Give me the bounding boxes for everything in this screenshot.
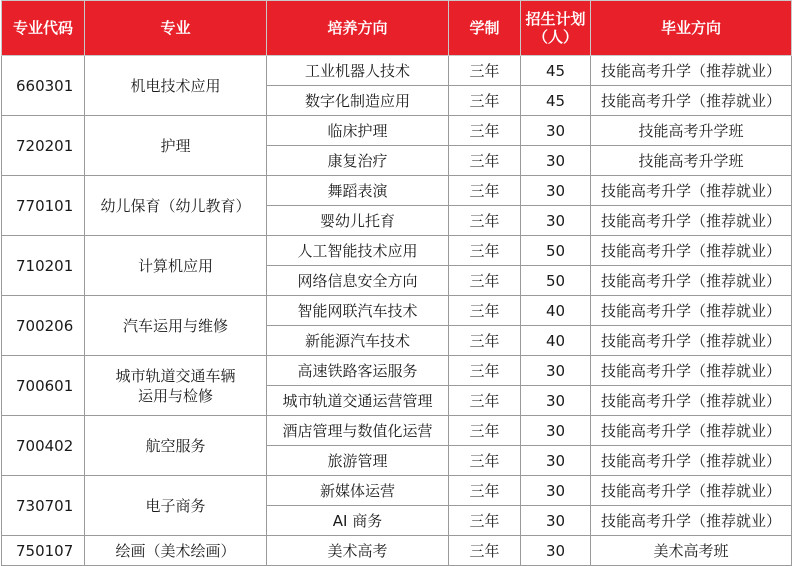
plan-cell: 30 — [521, 206, 591, 236]
direction-cell: 智能网联汽车技术 — [267, 296, 449, 326]
duration-cell: 三年 — [449, 476, 521, 506]
direction-cell: 康复治疗 — [267, 146, 449, 176]
major-name-cell — [85, 56, 267, 116]
major-code-cell: 750107 — [2, 536, 85, 566]
major-name-cell — [85, 116, 267, 176]
graduation-cell: 技能高考升学（推荐就业） — [591, 356, 792, 386]
table-row — [2, 536, 792, 566]
graduation-cell: 技能高考升学（推荐就业） — [591, 236, 792, 266]
plan-cell: 30 — [521, 356, 591, 386]
header-duration: 学制 — [449, 1, 521, 56]
major-code-cell: 700601 — [2, 356, 85, 416]
duration-cell: 三年 — [449, 176, 521, 206]
major-name-line: 护理 — [160, 136, 191, 155]
table-row — [2, 56, 792, 86]
major-name-line: 幼儿保育（幼儿教育） — [100, 196, 251, 215]
plan-cell: 30 — [521, 506, 591, 536]
plan-cell: 30 — [521, 146, 591, 176]
graduation-cell: 技能高考升学（推荐就业） — [591, 296, 792, 326]
direction-cell: 舞蹈表演 — [267, 176, 449, 206]
plan-cell: 45 — [521, 56, 591, 86]
graduation-cell: 技能高考升学（推荐就业） — [591, 446, 792, 476]
plan-cell: 45 — [521, 86, 591, 116]
graduation-cell: 技能高考升学（推荐就业） — [591, 206, 792, 236]
major-code-cell: 720201 — [2, 116, 85, 176]
plan-cell: 50 — [521, 236, 591, 266]
direction-cell: 新能源汽车技术 — [267, 326, 449, 356]
header-code: 专业代码 — [2, 1, 85, 56]
major-name-cell — [85, 476, 267, 536]
duration-cell: 三年 — [449, 536, 521, 566]
header-plan-line2: （人） — [532, 28, 578, 46]
major-name-line: 航空服务 — [145, 436, 206, 455]
table-row — [2, 356, 792, 386]
header-major: 专业 — [85, 1, 267, 56]
duration-cell: 三年 — [449, 446, 521, 476]
plan-cell: 30 — [521, 176, 591, 206]
direction-cell: 临床护理 — [267, 116, 449, 146]
enrollment-table — [1, 0, 792, 566]
table-row — [2, 296, 792, 326]
direction-cell: 美术高考 — [267, 536, 449, 566]
duration-cell: 三年 — [449, 356, 521, 386]
graduation-cell: 技能高考升学（推荐就业） — [591, 266, 792, 296]
duration-cell: 三年 — [449, 266, 521, 296]
major-name-line: 汽车运用与维修 — [122, 316, 228, 335]
duration-cell: 三年 — [449, 206, 521, 236]
direction-cell: 数字化制造应用 — [267, 86, 449, 116]
graduation-cell: 技能高考升学（推荐就业） — [591, 476, 792, 506]
plan-cell: 30 — [521, 446, 591, 476]
major-name-line: 电子商务 — [145, 496, 206, 515]
table-row — [2, 476, 792, 506]
duration-cell: 三年 — [449, 116, 521, 146]
header-plan-line1: 招生计划 — [525, 10, 586, 28]
graduation-cell: 技能高考升学（推荐就业） — [591, 506, 792, 536]
plan-cell: 40 — [521, 326, 591, 356]
plan-cell: 50 — [521, 266, 591, 296]
table-header — [2, 1, 792, 56]
header-direction: 培养方向 — [267, 1, 449, 56]
graduation-cell: 技能高考升学（推荐就业） — [591, 386, 792, 416]
header-plan — [521, 1, 591, 56]
graduation-cell: 技能高考升学（推荐就业） — [591, 326, 792, 356]
table-row — [2, 416, 792, 446]
major-name-line: 机电技术应用 — [130, 76, 221, 95]
major-name-cell — [85, 176, 267, 236]
header-graduation: 毕业方向 — [591, 1, 792, 56]
plan-cell: 30 — [521, 386, 591, 416]
direction-cell: 婴幼儿托育 — [267, 206, 449, 236]
major-name-cell — [85, 236, 267, 296]
plan-cell: 30 — [521, 536, 591, 566]
direction-cell: 旅游管理 — [267, 446, 449, 476]
major-code-cell: 700402 — [2, 416, 85, 476]
direction-cell: 高速铁路客运服务 — [267, 356, 449, 386]
table-body — [2, 56, 792, 566]
major-name-cell — [85, 356, 267, 416]
major-code-cell: 710201 — [2, 236, 85, 296]
graduation-cell: 美术高考班 — [591, 536, 792, 566]
plan-cell: 40 — [521, 296, 591, 326]
major-name-line: 城市轨道交通车辆 — [115, 366, 236, 385]
graduation-cell: 技能高考升学（推荐就业） — [591, 86, 792, 116]
direction-cell: 城市轨道交通运营管理 — [267, 386, 449, 416]
direction-cell: 网络信息安全方向 — [267, 266, 449, 296]
graduation-cell: 技能高考升学（推荐就业） — [591, 416, 792, 446]
major-code-cell: 660301 — [2, 56, 85, 116]
direction-cell: AI 商务 — [267, 506, 449, 536]
plan-cell: 30 — [521, 476, 591, 506]
direction-cell: 新媒体运营 — [267, 476, 449, 506]
duration-cell: 三年 — [449, 146, 521, 176]
graduation-cell: 技能高考升学（推荐就业） — [591, 56, 792, 86]
duration-cell: 三年 — [449, 56, 521, 86]
graduation-cell: 技能高考升学班 — [591, 146, 792, 176]
graduation-cell: 技能高考升学班 — [591, 116, 792, 146]
duration-cell: 三年 — [449, 506, 521, 536]
direction-cell: 人工智能技术应用 — [267, 236, 449, 266]
major-code-cell: 700206 — [2, 296, 85, 356]
major-name-line: 计算机应用 — [137, 256, 213, 275]
graduation-cell: 技能高考升学（推荐就业） — [591, 176, 792, 206]
direction-cell: 工业机器人技术 — [267, 56, 449, 86]
direction-cell: 酒店管理与数值化运营 — [267, 416, 449, 446]
duration-cell: 三年 — [449, 386, 521, 416]
major-name-cell — [85, 296, 267, 356]
plan-cell: 30 — [521, 416, 591, 446]
major-name-line: 绘画（美术绘画） — [115, 541, 236, 560]
table-row — [2, 116, 792, 146]
table-row — [2, 236, 792, 266]
duration-cell: 三年 — [449, 416, 521, 446]
duration-cell: 三年 — [449, 326, 521, 356]
major-code-cell: 730701 — [2, 476, 85, 536]
major-name-cell — [85, 536, 267, 566]
plan-cell: 30 — [521, 116, 591, 146]
duration-cell: 三年 — [449, 236, 521, 266]
duration-cell: 三年 — [449, 86, 521, 116]
major-name-cell — [85, 416, 267, 476]
table-row — [2, 176, 792, 206]
major-name-line: 运用与检修 — [137, 386, 213, 405]
major-code-cell: 770101 — [2, 176, 85, 236]
duration-cell: 三年 — [449, 296, 521, 326]
